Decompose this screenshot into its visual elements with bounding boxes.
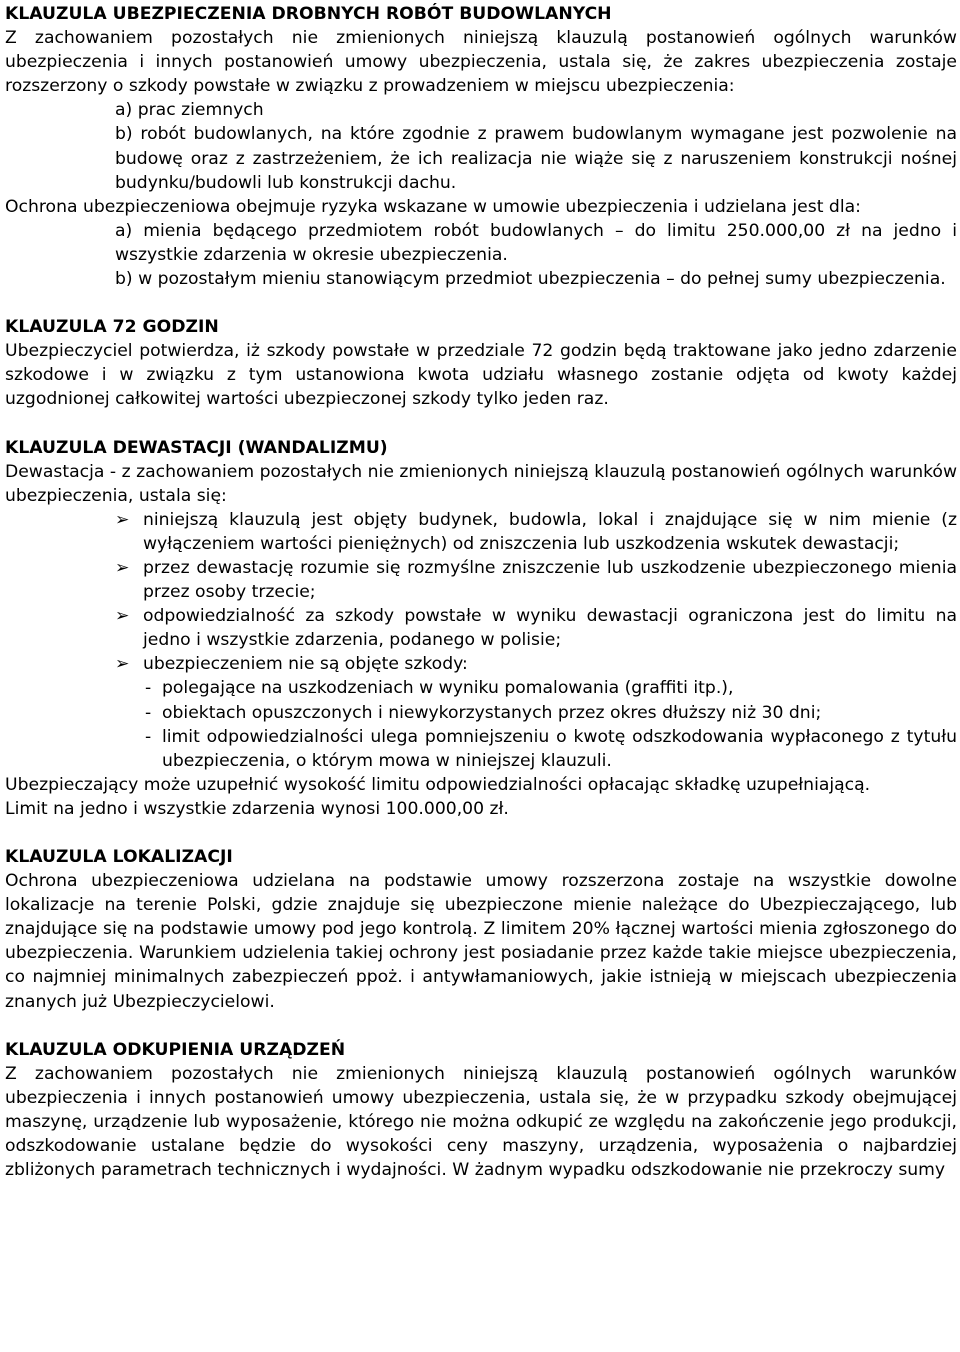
- section-title-72-godzin: KLAUZULA 72 GODZIN: [5, 317, 219, 338]
- dash-marker: -: [145, 678, 152, 699]
- bullet-text: odpowiedzialność za szkody powstałe w wyniku dewastacji ograniczona jest do limitu na jedno i wszystkie zdarzenia, podanego w polisie;: [143, 606, 957, 651]
- bullet-text: niniejszą klauzulą jest objęty budynek, budowla, lokal i znajdujące się w nim mienie (z wyłączeniem wartości pieniężnych) od zniszczenia lub uszkodzenia wskutek dewastacji;: [143, 509, 957, 554]
- dash-item: [145, 725, 957, 773]
- paragraph-intro-drobne-roboty: Z zachowaniem pozostałych nie zmienionych niniejszą klauzulą postanowień ogólnych warunków ubezpieczenia i innych postanowień umowy ubezpieczenia, ustala się, że zakres ubezpieczenia zostaje rozszerzony o szkody powstałe w związku z prowadzeniem w miejscu ubezpieczenia:: [5, 28, 957, 97]
- paragraph-limit: Limit na jedno i wszystkie zdarzenia wynosi 100.000,00 zł.: [5, 798, 509, 819]
- paragraph-intro-dewastacji: Dewastacja - z zachowaniem pozostałych nie zmienionych niniejszą klauzulą postanowień ogólnych warunków ubezpieczenia, ustala się:: [5, 461, 957, 506]
- paragraph-72-godzin: Ubezpieczyciel potwierdza, iż szkody powstałe w przedziale 72 godzin będą traktowane jako jedno zdarzenie szkodowe i w związku z tym ustanowiona kwota udziału własnego zostanie odjęta od kwoty każdej uzgodnionej całkowitej wartości ubezpieczonej szkody tylko jeden raz.: [5, 341, 957, 410]
- bullet-item: [115, 652, 957, 676]
- spacer: [5, 1014, 957, 1038]
- dash-item: [145, 676, 957, 700]
- section-title-dewastacji: KLAUZULA DEWASTACJI (WANDALIZMU): [5, 437, 388, 458]
- dash-marker: -: [145, 702, 152, 723]
- bullet-text: przez dewastację rozumie się rozmyślne zniszczenie lub uszkodzenie ubezpieczonego mienia przez osoby trzecie;: [143, 557, 957, 603]
- section-title-lokalizacji: KLAUZULA LOKALIZACJI: [5, 847, 233, 867]
- bullet-text: ubezpieczeniem nie są objęte szkody:: [143, 654, 468, 675]
- list-item-b-robot-budowlanych: b) robót budowlanych, na które zgodnie z prawem budowlanym wymagane jest pozwolenie na budowę oraz z zastrzeżeniem, że ich realizacja nie wiąże się z naruszeniem konstrukcji nośnej budynku/budowli lub konstrukcji dachu.: [115, 124, 957, 193]
- bullet-item: [115, 508, 957, 556]
- dash-marker: -: [145, 726, 152, 747]
- paragraph-uzupelnienie: Ubezpieczający może uzupełnić wysokość limitu odpowiedzialności opłacając składkę uzupełniającą.: [5, 774, 871, 795]
- spacer: [5, 291, 957, 315]
- dash-item: [145, 701, 957, 725]
- list-item-b-pozostalym-mieniu: b) w pozostałym mieniu stanowiącym przedmiot ubezpieczenia – do pełnej sumy ubezpieczenia.: [115, 269, 946, 290]
- arrow-bullet-icon: ➢: [115, 509, 130, 530]
- section-title-drobne-roboty: KLAUZULA UBEZPIECZENIA DROBNYCH ROBÓT BUDOWLANYCH: [5, 4, 612, 24]
- dash-text: obiektach opuszczonych i niewykorzystanych przez okres dłuższy niż 30 dni;: [162, 702, 822, 723]
- dash-text: limit odpowiedzialności ulega pomniejszeniu o kwotę odszkodowania wypłaconego z tytułu ubezpieczenia, o którym mowa w niniejszej klauzuli.: [162, 726, 957, 771]
- list-item-a-mienia: a) mienia będącego przedmiotem robót budowlanych – do limitu 250.000,00 zł na jedno i wszystkie zdarzenia w okresie ubezpieczenia.: [115, 220, 957, 265]
- paragraph-odkupienia: Z zachowaniem pozostałych nie zmienionych niniejszą klauzulą postanowień ogólnych warunków ubezpieczenia i innych postanowień umowy ubezpieczenia, ustala się, że w przypadku szkody obejmującej maszynę, urządzenie lub wyposażenie, którego nie można odkupić ze względu na zakończenie jego produkcji, odszkodowanie ustalane będzie do wysokości ceny maszyny, urządzenia, wyposażenia o najbardziej zbliżonych parametrach technicznych i wydajności. W żadnym wypadku odszkodowanie nie przekroczy sumy: [5, 1063, 957, 1181]
- section-title-odkupienia: KLAUZULA ODKUPIENIA URZĄDZEŃ: [5, 1039, 346, 1060]
- spacer: [5, 821, 957, 845]
- paragraph-ochrona: Ochrona ubezpieczeniowa obejmuje ryzyka wskazane w umowie ubezpieczenia i udzielana jest dla:: [5, 196, 861, 217]
- arrow-bullet-icon: ➢: [115, 654, 130, 675]
- bullet-item: [115, 604, 957, 652]
- spacer: [5, 412, 957, 436]
- arrow-bullet-icon: ➢: [115, 557, 130, 578]
- bullet-item: [115, 556, 957, 604]
- list-item-a-prac-ziemnych: a) prac ziemnych: [115, 100, 264, 121]
- paragraph-lokalizacji: Ochrona ubezpieczeniowa udzielana na podstawie umowy rozszerzona zostaje na wszystkie dowolne lokalizacje na terenie Polski, gdzie znajduje się ubezpieczone mienie należące do Ubezpieczającego, lub znajdujące się na podstawie umowy pod jego kontrolą. Z limitem 20% łącznej wartości mienia zgłoszonego do ubezpieczenia. Warunkiem udzielenia takiej ochrony jest posiadanie przez każde takie miejsce ubezpieczenia, co najmniej minimalnych zabezpieczeń ppoż. i antywłamaniowych, jakie istnieją w miejscach ubezpieczenia znanych już Ubezpieczycielowi.: [5, 871, 957, 1012]
- dash-text: polegające na uszkodzeniach w wyniku pomalowania (graffiti itp.),: [162, 678, 734, 699]
- arrow-bullet-icon: ➢: [115, 606, 130, 627]
